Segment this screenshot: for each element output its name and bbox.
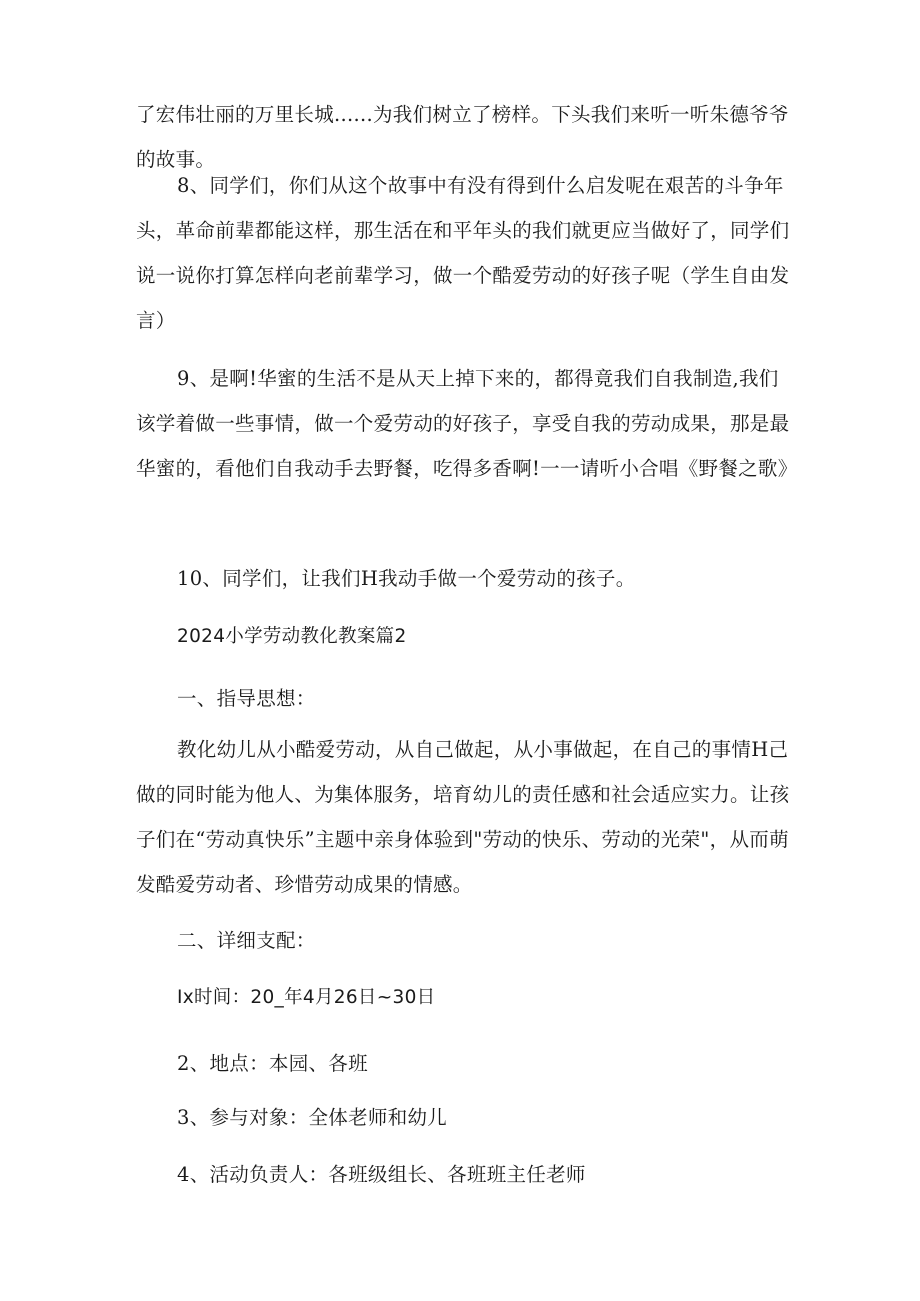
list-item-person-in-charge: 4、活动负责人：各班级组长、各班班主任老师 <box>177 1163 586 1186</box>
heading-detailed-arrangement: 二、详细支配： <box>177 929 316 952</box>
section-heading-lesson-plan-2: 2024小学劳动教化教案篇2 <box>177 626 407 647</box>
list-item-participants: 3、参与对象：全体老师和幼儿 <box>177 1106 448 1129</box>
paragraph-item-8: 8、同学们，你们从这个故事中有没有得到什么启发呢在艰苦的斗争年头，革命前辈都能这样，那生活在和平年头的我们就更应当做好了，同学们说一说你打算怎样向老前辈学习，做一个酷爱劳动的好孩子呢（学生自由发言） <box>136 174 790 332</box>
paragraph-story-intro: 了宏伟壮丽的万里长城......为我们树立了榜样。下头我们来听一听朱德爷爷的故事。 <box>136 103 789 171</box>
list-item-time: Ix时间：20_年4月26日~30日 <box>177 987 436 1008</box>
paragraph-item-9: 9、是啊!华蜜的生活不是从天上掉下来的，都得竟我们自我制造,我们该学着做一些事情，做一个爱劳动的好孩子，享受自我的劳动成果，那是最华蜜的，看他们自我动手去野餐，吃得多香啊!一一请听小合唱《野餐之歌》 <box>136 367 798 480</box>
paragraph-guiding-ideology-body: 教化幼儿从小酷爱劳动，从自己做起，从小事做起，在自己的事情H己做的同时能为他人、为集体服务，培育幼儿的责任感和社会适应实力。让孩子们在“劳动真快乐”主题中亲身体验到"劳动的快乐、劳动的光荣"，从而萌发酷爱劳动者、珍惜劳动成果的情感。 <box>136 738 790 896</box>
paragraph-item-10: 10、同学们，让我们H我动手做一个爱劳动的孩子。 <box>177 567 636 590</box>
list-item-location: 2、地点：本园、各班 <box>177 1052 368 1075</box>
heading-guiding-ideology: 一、指导思想： <box>177 687 316 710</box>
